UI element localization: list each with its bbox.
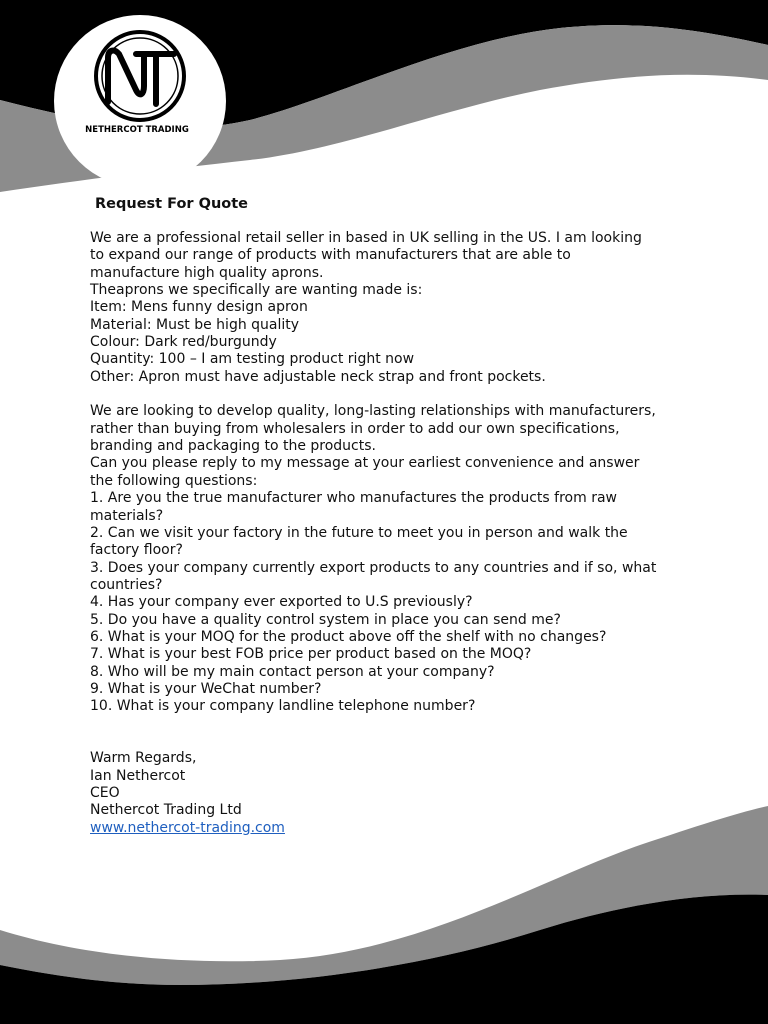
question-2: 2. Can we visit your factory in the future to meet you in person and walk the <box>90 524 628 541</box>
item-spec: Item: Mens funny design apron <box>90 299 308 316</box>
signer-company: Nethercot Trading Ltd <box>90 802 242 819</box>
logo-company-name: NETHERCOT TRADING <box>85 125 189 135</box>
question-3-cont: countries? <box>90 576 163 593</box>
paragraph-gap <box>90 386 690 403</box>
question-6: 6. What is your MOQ for the product above off the shelf with no changes? <box>90 628 607 645</box>
signer-name: Ian Nethercot <box>90 767 186 784</box>
other-spec: Other: Apron must have adjustable neck strap and front pockets. <box>90 368 546 385</box>
intro-line: We are a professional retail seller in based in UK selling in the US. I am looking <box>90 230 642 246</box>
question-5: 5. Do you have a quality control system in place you can send me? <box>90 611 561 628</box>
intro-line: manufacture high quality aprons. <box>90 264 324 281</box>
signature-gap <box>90 716 690 751</box>
question-7: 7. What is your best FOB price per product based on the MOQ? <box>90 646 532 663</box>
question-9: 9. What is your WeChat number? <box>90 680 322 697</box>
logo-n-shape <box>108 51 144 102</box>
intro-line: to expand our range of products with manufacturers that are able to <box>90 247 571 264</box>
question-1: 1. Are you the true manufacturer who manufactures the products from raw <box>90 490 617 507</box>
material-spec: Material: Must be high quality <box>90 316 300 333</box>
body-line: branding and packaging to the products. <box>90 438 376 455</box>
question-4: 4. Has your company ever exported to U.S previously? <box>90 594 473 611</box>
letter-body <box>90 196 690 837</box>
quantity-spec: Quantity: 100 – I am testing product right now <box>90 351 415 368</box>
question-10: 10. What is your company landline telephone number? <box>90 698 476 715</box>
colour-spec: Colour: Dark red/burgundy <box>90 334 277 351</box>
question-8: 8. Who will be my main contact person at your company? <box>90 663 495 680</box>
intro-paragraph <box>90 230 690 386</box>
question-2-cont: factory floor? <box>90 542 183 559</box>
body-line: the following questions: <box>90 472 258 489</box>
question-1-cont: materials? <box>90 507 164 524</box>
question-3: 3. Does your company currently export products to any countries and if so, what <box>90 559 657 576</box>
questions-paragraph <box>90 403 690 715</box>
signer-role: CEO <box>90 785 120 801</box>
intro-line: Theaprons we specifically are wanting made is: <box>90 282 423 299</box>
body-line: We are looking to develop quality, long-lasting relationships with manufacturers, <box>90 403 656 420</box>
body-line: Can you please reply to my message at your earliest convenience and answer <box>90 455 640 472</box>
website-link[interactable]: www.nethercot-trading.com <box>90 819 285 836</box>
salutation: Warm Regards, <box>90 750 197 767</box>
letter-title: Request For Quote <box>95 196 249 212</box>
body-line: rather than buying from wholesalers in order to add our own specifications, <box>90 420 620 437</box>
company-logo <box>56 20 226 190</box>
signature-block <box>90 750 690 837</box>
